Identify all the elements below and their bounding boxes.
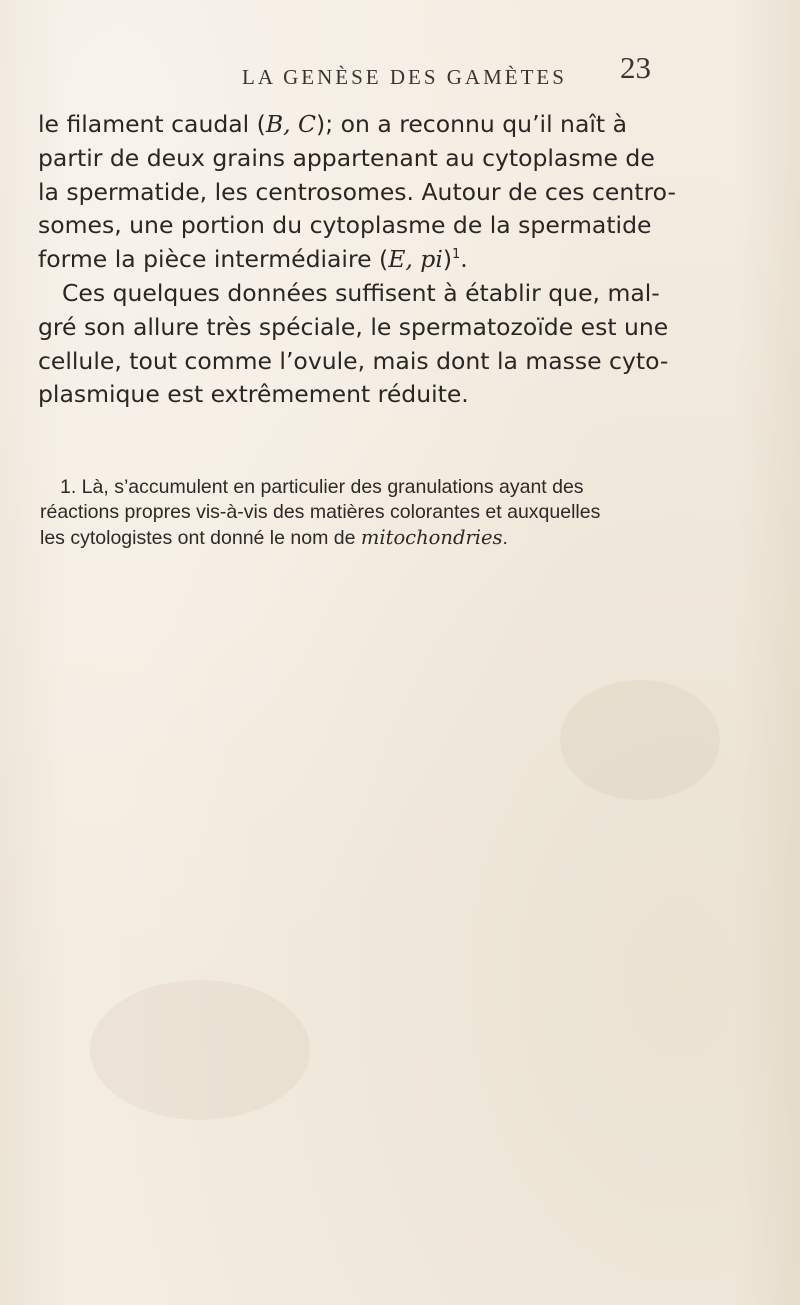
main-text <box>38 108 758 412</box>
text-line <box>38 108 758 142</box>
text-run: le filament caudal ( <box>38 110 266 138</box>
footnote-marker[interactable]: 1 <box>452 247 461 263</box>
text-line: partir de deux grains appartenant au cytoplasme de <box>38 143 655 172</box>
paper-stain <box>90 980 310 1120</box>
running-head <box>0 50 800 90</box>
italic-term: mitochondries <box>360 526 503 549</box>
text-run: forme la pièce intermédiaire ( <box>38 245 389 274</box>
text-line: gré son allure très spéciale, le spermatozoïde est une <box>38 312 669 341</box>
text-run: les cytologistes ont donné le nom de <box>40 527 361 549</box>
text-run: ) <box>442 245 453 274</box>
page-number: 23 <box>620 50 651 85</box>
text-line: somes, une portion du cytoplasme de la spermatide <box>38 211 652 240</box>
text-line: la spermatide, les centrosomes. Autour de ces centro- <box>38 177 676 206</box>
footnote-line <box>40 525 760 551</box>
paragraph-2 <box>38 277 758 412</box>
text-line: Ces quelques données suffisent à établir que, mal- <box>62 278 660 307</box>
text-run: . <box>460 245 468 274</box>
figure-reference: B, C <box>265 110 317 138</box>
text-line <box>38 243 758 277</box>
footnote <box>40 475 760 551</box>
text-run: . <box>502 527 508 549</box>
text-line: cellule, tout comme l’ovule, mais dont la masse cyto- <box>38 346 669 375</box>
footnote-line: réactions propres vis-à-vis des matières colorantes et auxquelles <box>40 501 601 523</box>
running-title: LA GENÈSE DES GAMÈTES <box>242 65 567 89</box>
paper-stain <box>560 680 720 800</box>
text-line: plasmique est extrêmement réduite. <box>38 380 469 409</box>
figure-reference: E, pi <box>388 245 443 274</box>
text-run: ); on a reconnu qu’il naît à <box>316 110 627 138</box>
footnote-line: 1. Là, s’accumulent en particulier des granulations ayant des <box>60 476 584 498</box>
paragraph-1 <box>38 108 758 277</box>
